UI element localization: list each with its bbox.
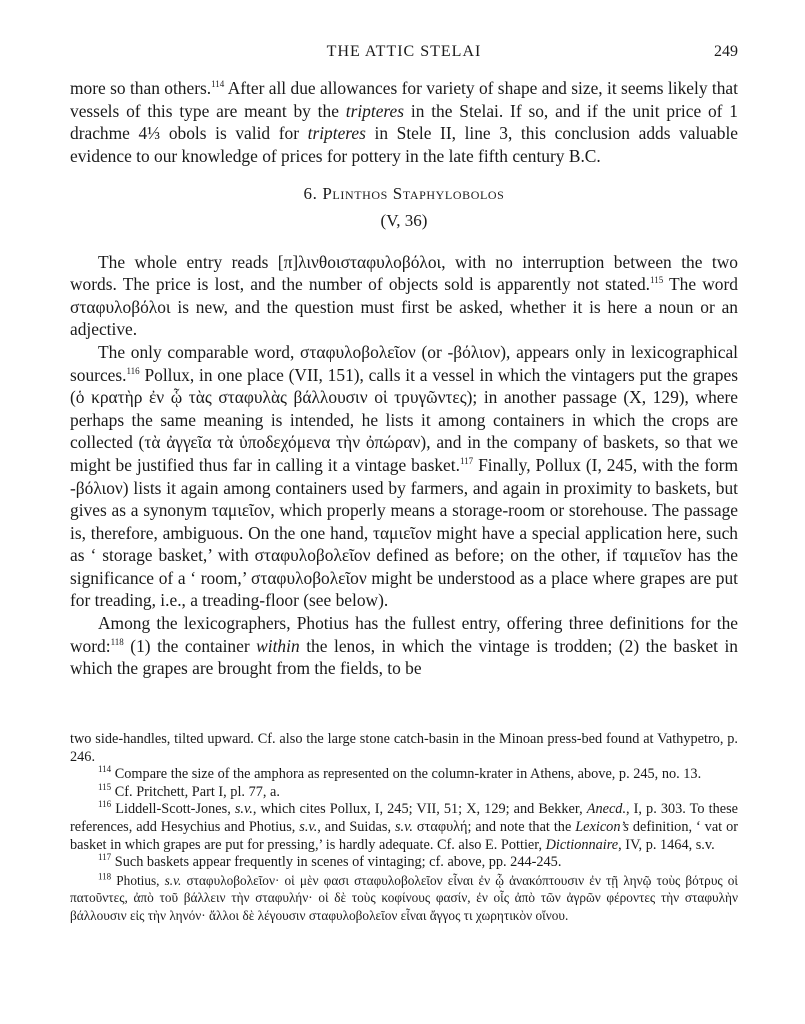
running-head: THE ATTIC STELAI [326,43,482,60]
footnote-115: $^{115}$ Cf. Pritchett, Part I, pl. 77, a. [98,782,280,800]
footnote-ref-117[interactable]: 117 [459,456,474,467]
footnote-ref-114[interactable]: 114 [211,79,225,90]
footnote-118: $^{118}$ Photius, s.v. σταφυλοβολεῖον· οἱ μὲν φασι σταφυλοβολεῖον εἶναι ἐν ᾧ ἀνακόπτουσιν ἐν τῇ ληνῷ τοὺς βότρυς οἱ πατοῦντες, ἀπὸ τοῦ βάλλειν τὴν σταφυλήν· οἱ δὲ τοὺς κοφίνους φασίν, ἐν οἷς ἀπὸ τῶν ἀγρῶν φέροντες τὴν σταφυλὴν βάλλουσιν εἰς τὴν ληνόν· ἄλλοι δὲ λέγουσιν σταφυλοβολεῖον εἶναι ἄγγος τι χωρητικὸν οἴνου. [70,871,738,923]
page-number: 249 [714,43,738,60]
paragraph-comparable-word: The only comparable word, σταφυλοβολεῖον (or -βόλιον), appears only in lexicographical sources.$^{116}$ Pollux, in one place (VII, 151), calls it a vessel in which the vintagers put the grapes (ὁ κρατὴρ ἐν ᾧ τὰς σταφυλὰς βάλλουσιν οἱ τρυγῶντες); in another passage (X, 129), where perhaps the same meaning is intended, he lists it among containers in which the crops are collected (τὰ ἀγγεῖα τὰ ὑποδεχόμενα τὴν ὀπώραν), and in the company of baskets, so that we might be justified thus far in calling it a vintage basket.$^{117}$ Finally, Pollux (I, 245, with the form -βόλιον) lists it again among containers used by farmers, and again in proximity to baskets, but gives as a synonym ταμιεῖον, which properly means a storage-room or storehouse. The passage is, therefore, ambiguous. On the one hand, ταμιεῖον might have a special application here, such as ‘ storage basket,’ with σταφυλοβολεῖον defined as before; on the other, if ταμιεῖον has the significance of a ‘ room,’ σταφυλοβολεῖον might be understood as a place where grapes are put for treading, i.e., a treading-floor (see below). [70,341,739,611]
footnotes [70,731,738,925]
section-reference: (V, 36) [380,210,428,230]
paragraph-continuation: more so than others.$^{114}$ After all due allowances for variety of shape and size, it seems likely that vessels of this type are meant by the tripteres in the Stelai. If so, and if the unit price of 1 drachme 4⅓ obols is valid for tripteres in Stele II, line 3, this conclusion adds valuable evidence to our knowledge of prices for pottery in the late fifth century B.C. [70,78,739,166]
section-heading: 6. Plinthos Staphylobolos [303,184,505,204]
footnote-116: $^{116}$ Liddell-Scott-Jones, s.v., which cites Pollux, I, 245; VII, 51; X, 129; and Bekker, Anecd., I, p. 303. To these references, add Hesychius and Photius, s.v., and Suidas, s.v. σταφυλή; and note that the Lexicon’s definition, ‘ vat or basket in which grapes are put for pressing,’ is hardly adequate. Cf. also E. Pottier, Dictionnaire, IV, p. 1464, s.v. [70,799,738,853]
footnote-ref-115[interactable]: 115 [650,275,664,286]
body-text [70,77,738,680]
footnote-114: $^{114}$ Compare the size of the amphora as represented on the column-krater in Athens, above, p. 245, no. 13. [98,764,702,783]
footnote-117: $^{117}$ Such baskets appear frequently in scenes of vintaging; cf. above, pp. 244-245. [98,852,562,871]
footnote-ref-116[interactable]: 116 [126,365,140,376]
paragraph-lexicographers: Among the lexicographers, Photius has the fullest entry, offering three definitions for the word:$^{118}$ (1) the container within the lenos, in which the vintage is trodden; (2) the basket in which the grapes are brought from the fields, to be [70,613,738,679]
section-title: Plinthos Staphylobolos [322,184,505,204]
footnote-continuation: two side-handles, tilted upward. Cf. also the large stone catch-basin in the Minoan press-bed found at Vathypetro, p. 246. [70,731,738,765]
footnote-ref-118[interactable]: 118 [110,636,124,647]
page-header [70,43,738,67]
paragraph-entry: The whole entry reads [π]λινθοισταφυλοβόλοι, with no interruption between the two words. The price is lost, and the number of objects sold is apparently not stated.$^{115}$ The word σταφυλοβόλοι is new, and the question must first be asked, whether it is here a noun or an adjective. [70,251,738,340]
